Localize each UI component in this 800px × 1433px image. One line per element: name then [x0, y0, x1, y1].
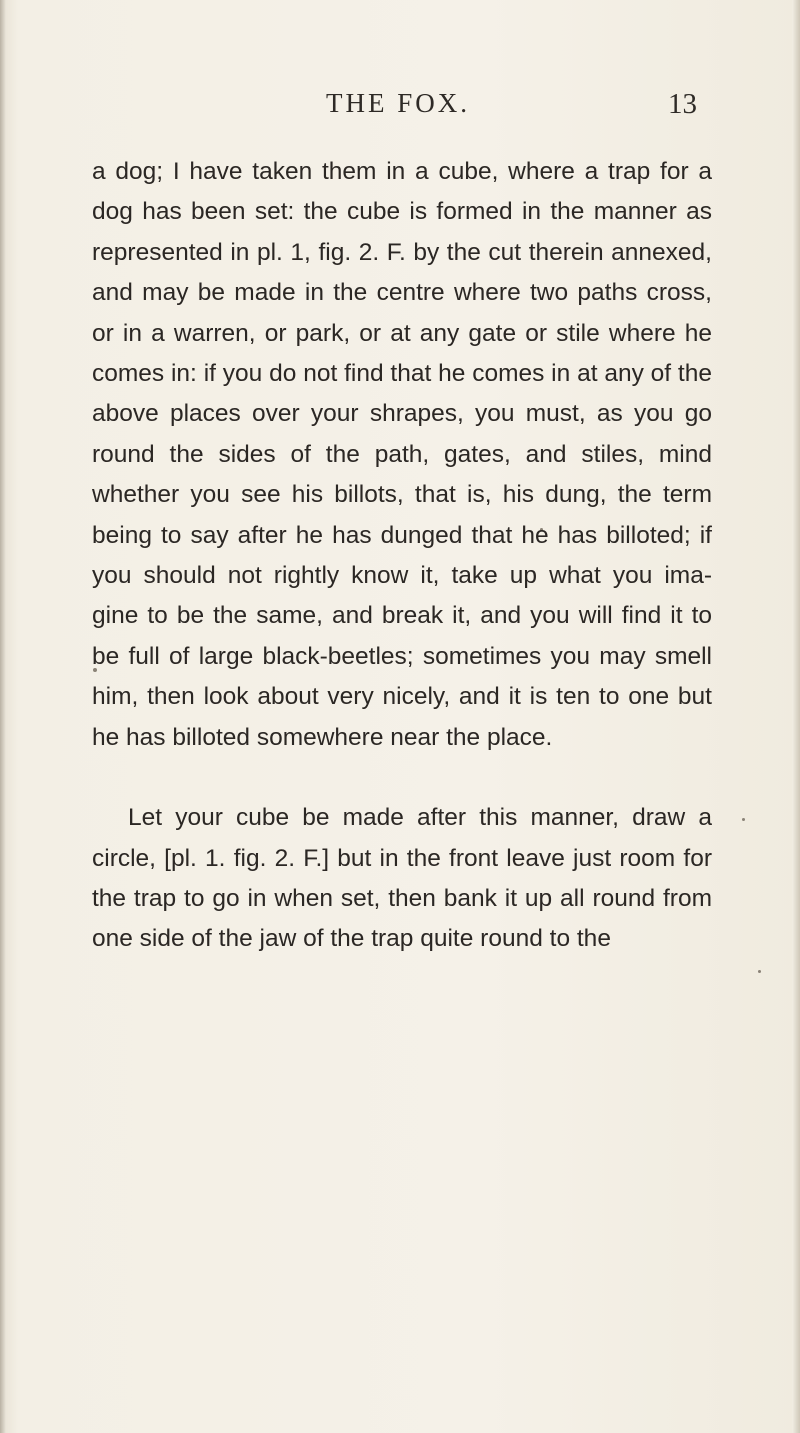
running-head [0, 88, 800, 128]
ink-speck [742, 818, 745, 821]
page-left-edge [0, 0, 6, 1433]
paragraph-text: Let your cube be made after this manner, draw a circle, [pl. 1. fig. 2. F.] but in the front leave just room for the trap to go in when set, then bank it up all round from one side of the jaw of the trap quite round to the [92, 804, 712, 953]
paragraph [92, 798, 712, 960]
paragraph [92, 152, 712, 758]
ink-speck [758, 970, 761, 973]
page-right-edge [792, 0, 800, 1433]
paragraph-text: a dog; I have taken them in a cube, where a trap for a dog has been set: the cube is formed in the manner as represented in pl. 1, fig. 2. F. by the cut therein annexed, and may be made in the centre where two paths cross, or in a warren, or park, or at any gate or stile where he comes in: if you do not find that he comes in at any of the above places over your shrapes, you must, as you go round the sides of the path, gates, and stiles, mind whether you see his billots, that is, his dung, the term being to say after he has dunged that he has billoted; if you should not rightly know it, take up what you ima- gine to be the same, and break it, and you will find it to be full of large black-beetles; sometimes you may smell him, then look about very nicely, and it is ten to one but he has billoted somewhere near the place. [92, 158, 712, 751]
chapter-title: THE FOX. [326, 88, 470, 118]
page-number: 13 [668, 88, 697, 120]
body-text [92, 152, 712, 960]
